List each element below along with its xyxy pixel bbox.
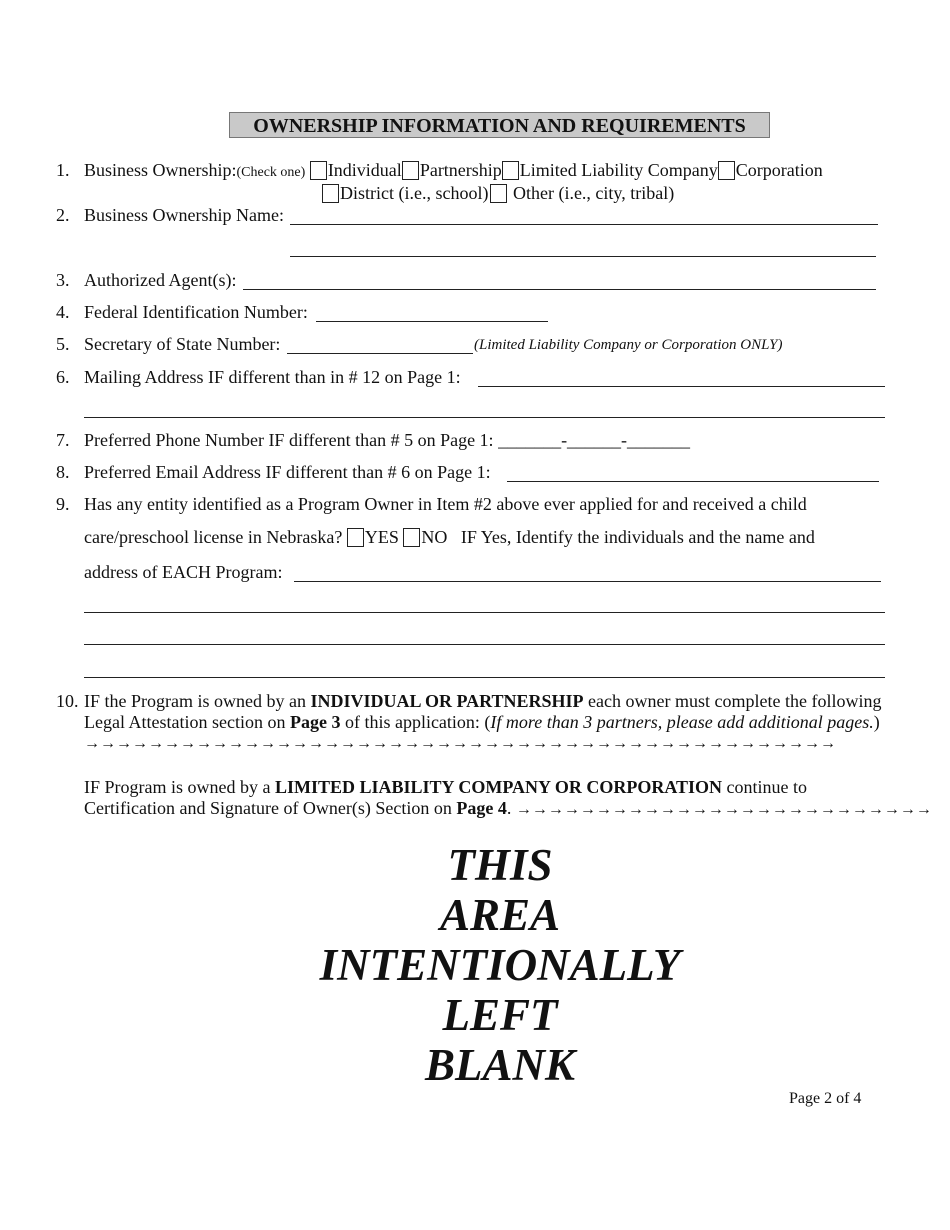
- corporation-checkbox[interactable]: [718, 161, 735, 180]
- item-number: 4.: [56, 302, 70, 322]
- email-address-label: Preferred Email Address IF different than # 6 on Page 1:: [84, 462, 491, 482]
- email-address-field[interactable]: [507, 481, 879, 482]
- other-option-label: Other (i.e., city, tribal): [512, 183, 675, 203]
- item-number: 9.: [56, 494, 70, 514]
- phone-number-label: Preferred Phone Number IF different than # 5 on Page 1:: [84, 430, 494, 450]
- text: ): [873, 712, 880, 732]
- page-title: OWNERSHIP INFORMATION AND REQUIREMENTS: [229, 112, 770, 138]
- item-10-llc-line-1: [84, 777, 807, 798]
- blank-notice-line-4: LEFT: [442, 990, 558, 1040]
- federal-id-field[interactable]: [316, 321, 548, 322]
- prior-license-question-2: care/preschool license in Nebraska?: [84, 527, 343, 547]
- each-program-label: address of EACH Program:: [84, 562, 283, 582]
- corporation-option-label: Corporation: [735, 160, 823, 180]
- district-checkbox[interactable]: [322, 184, 339, 203]
- no-checkbox[interactable]: [403, 528, 420, 547]
- business-ownership-name-field[interactable]: [290, 224, 878, 225]
- secretary-of-state-note: (Limited Liability Company or Corporation ONLY): [474, 337, 783, 353]
- secretary-of-state-field[interactable]: [287, 353, 473, 354]
- blank-notice-line-2: AREA: [439, 890, 561, 940]
- district-option-label: District (i.e., school): [340, 183, 489, 203]
- individual-checkbox[interactable]: [310, 161, 327, 180]
- text: each owner must complete the following: [583, 691, 882, 711]
- text: .: [506, 798, 516, 818]
- other-checkbox[interactable]: [490, 184, 507, 203]
- text: INDIVIDUAL OR PARTNERSHIP: [310, 691, 584, 711]
- blank-notice-line-3: INTENTIONALLY: [319, 940, 681, 990]
- authorized-agent-label: Authorized Agent(s):: [84, 270, 237, 290]
- llc-option-label: Limited Liability Company: [519, 160, 718, 180]
- partnership-checkbox[interactable]: [402, 161, 419, 180]
- item-number: 2.: [56, 205, 70, 225]
- phone-number-field[interactable]: _______-______-_______: [498, 430, 691, 450]
- check-one-note: (Check one): [236, 165, 306, 180]
- item-10-line-2: [84, 712, 880, 733]
- business-ownership-row: [84, 160, 823, 181]
- item-number: 10.: [56, 691, 79, 711]
- each-program-field-4[interactable]: [84, 677, 885, 678]
- item-number: 1.: [56, 160, 70, 180]
- mailing-address-field[interactable]: [478, 386, 885, 387]
- no-label: NO: [421, 527, 448, 547]
- text: IF Program is owned by a: [84, 777, 275, 797]
- llc-checkbox[interactable]: [502, 161, 519, 180]
- item-number: 5.: [56, 334, 70, 354]
- arrows-to-page-3: →→→→→→→→→→→→→→→→→→→→→→→→→→→→→→→→→→→→→→→→→→→→→→→: [84, 735, 836, 752]
- item-10-llc-line-2: [84, 798, 932, 819]
- text: Certification and Signature of Owner(s) Section on: [84, 798, 457, 818]
- business-ownership-row-2: [322, 183, 674, 204]
- blank-notice-line-1: THIS: [447, 840, 553, 890]
- each-program-field-2[interactable]: [84, 612, 885, 613]
- item-number: 6.: [56, 367, 70, 387]
- mailing-address-label: Mailing Address IF different than in # 12 on Page 1:: [84, 367, 461, 387]
- item-10-line-1: [84, 691, 881, 712]
- secretary-of-state-label: Secretary of State Number:: [84, 334, 281, 354]
- text: of this application: (: [340, 712, 491, 732]
- item-number: 7.: [56, 430, 70, 450]
- arrows-to-page-4: →→→→→→→→→→→→→→→→→→→→→→→→→→: [515, 801, 932, 818]
- text: LIMITED LIABILITY COMPANY OR CORPORATION: [274, 777, 723, 797]
- business-ownership-label: Business Ownership:: [84, 160, 237, 180]
- if-yes-instruction: IF Yes, Identify the individuals and the name and: [460, 527, 815, 547]
- authorized-agent-field[interactable]: [243, 289, 876, 290]
- text: Page 3: [289, 712, 341, 732]
- text: If more than 3 partners, please add additional pages.: [490, 712, 874, 732]
- business-ownership-name-label: Business Ownership Name:: [84, 205, 284, 225]
- blank-notice-line-5: BLANK: [424, 1040, 576, 1090]
- text: Page 4: [456, 798, 507, 818]
- individual-option-label: Individual: [327, 160, 402, 180]
- each-program-field-3[interactable]: [84, 644, 885, 645]
- yes-label: YES: [364, 527, 399, 547]
- text: continue to: [722, 777, 807, 797]
- text: Legal Attestation section on: [84, 712, 290, 732]
- prior-license-row: [84, 527, 815, 548]
- phone-number-row: [84, 430, 690, 451]
- text: IF the Program is owned by an: [84, 691, 311, 711]
- federal-id-label: Federal Identification Number:: [84, 302, 308, 322]
- prior-license-question: Has any entity identified as a Program Owner in Item #2 above ever applied for and received a child: [84, 494, 807, 514]
- item-number: 8.: [56, 462, 70, 482]
- business-ownership-name-field-2[interactable]: [290, 256, 876, 257]
- yes-checkbox[interactable]: [347, 528, 364, 547]
- page-number: Page 2 of 4: [789, 1090, 862, 1107]
- partnership-option-label: Partnership: [419, 160, 502, 180]
- item-number: 3.: [56, 270, 70, 290]
- mailing-address-field-2[interactable]: [84, 417, 885, 418]
- each-program-field[interactable]: [294, 581, 881, 582]
- item-1: [56, 160, 70, 181]
